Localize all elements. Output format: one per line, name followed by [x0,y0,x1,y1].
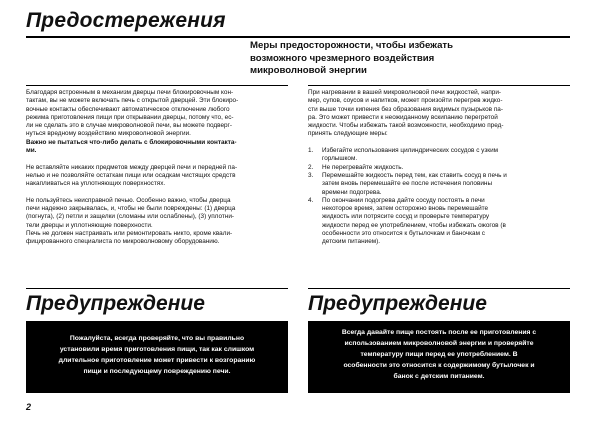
text-line: горлышком. [322,155,358,163]
text-line: тактам, вы не можете включать печь с открытой дверцей. Эти блокиро- [26,97,239,105]
warning-line: особенности это относится к содержимому бутылочек и [343,362,535,369]
text-line: вочные контакты обеспечивают автоматическое отключение любого [26,105,230,113]
list-item [308,197,573,247]
warning-line: температуру пищи перед ее употреблением. В [360,351,518,358]
list-number: 2. [308,163,314,171]
warning-title-right: Предупреждение [308,292,487,315]
text-line: сти выше точки кипения без образования видимых пузырьков па- [308,105,503,113]
text-line: печи надежно закрывалась, и, чтобы не были повреждены: (1) дверца [26,205,236,213]
text-line: нелью и не позволяйте остаткам пищи или осадкам чистящих средств [26,171,236,179]
warning-line: пищи и последующему повреждению печи. [83,368,231,375]
left-column-rule [26,85,288,86]
text-line: Не перегревайте жидкость. [322,163,404,171]
warning-line: установили время приготовления пищи, так как слишком [59,346,255,353]
list-item [308,172,573,197]
text-line: Благодаря встроенным в механизм дверцы печи блокировочным кон- [26,89,234,96]
list-item [308,164,573,172]
text-line: нуться вредному воздействию микроволновой энергии. [26,130,191,138]
header-rule [26,36,570,38]
text-line: Избегайте использования цилиндрических сосудов с узким [322,147,499,155]
text-line-bold: ми. [26,147,37,155]
warning-title-left: Предупреждение [26,292,205,315]
text-line: жидкость или потрясите сосуд и проверьте температуру [322,213,490,221]
right-column-text [308,89,573,247]
text-line: жидкости. Чтобы избежать такой возможности, необходимо пред- [308,122,504,130]
text-line: При нагревании в вашей микроволновой печи жидкостей, напри- [308,89,502,96]
warning-line: длительное приготовление может привести к возгоранию [58,357,256,364]
text-line: накапливаться на уплотняющих поверхностях. [26,180,166,188]
subtitle-line: Меры предосторожности, чтобы избежать [250,40,454,51]
text-line: тели дверцы и уплотняющие поверхности. [26,221,153,229]
warning-box-left [26,321,288,393]
text-line: режима приготовления пищи при открывании дверцы, потому что, ес- [26,113,234,121]
text-line: По окончании подогрева дайте сосуду постоять в печи [322,196,485,204]
text-line: некоторое время, затем осторожно вновь перемешайте [322,205,489,213]
page-number: 2 [26,402,32,412]
text-line: ра. Это может привести к неожиданному вскипанию перегретой [308,113,498,121]
text-line: (погнута), (2) петли и защелки (сломаны или ослаблены), (3) уплотни- [26,213,235,221]
text-line: фицированного специалиста по микроволновому оборудованию. [26,238,220,246]
list-number: 4. [308,196,314,204]
subtitle-line: возможного чрезмерного воздействия [250,52,435,64]
paragraph [26,89,291,155]
text-line-bold: Важно не пытаться что-либо делать с блокировочными контакта- [26,138,237,146]
text-line: Перемешайте жидкость перед тем, как ставить сосуд в печь и [322,171,507,179]
text-line: принять следующие меры: [308,130,388,138]
warning-line: банок с детским питанием. [393,373,485,380]
paragraph [26,197,291,247]
precaution-list [308,147,573,247]
right-warning-rule [308,288,570,289]
list-number: 3. [308,171,314,179]
text-line: жидкости перед ее употреблением, чтобы избежать ожогов (в [322,221,506,229]
text-line: Печь не должен настраивать или ремонтировать никто, кроме квали- [26,230,233,238]
text-line: времени подогрева. [322,188,382,196]
right-column-rule [308,85,570,86]
section-subtitle [250,40,500,78]
warning-line: использованием микроволновой энергии и проверяйте [344,340,534,347]
page-title: Предостережения [26,9,226,32]
subtitle-line: микроволновой энергии [250,65,367,77]
warning-line: Всегда давайте пище постоять после ее приготовления с [341,329,537,336]
text-line: мер, супов, соусов и напитков, может произойти перегрев жидко- [308,97,503,105]
warning-line: Пожалуйста, всегда проверяйте, что вы правильно [69,335,245,342]
list-number: 1. [308,147,314,155]
warning-box-right [308,321,570,393]
text-line: затем вновь перемешайте ее после истечения половины [322,180,493,188]
paragraph [26,164,291,189]
text-line: особенности это относится к бутылочкам и баночкам с [322,230,485,238]
text-line: Не вставляйте никаких предметов между дверцей печи и передней па- [26,163,238,171]
text-line: детским питанием). [322,238,381,246]
left-column-text [26,89,291,247]
list-item [308,147,573,164]
paragraph [308,89,573,139]
text-line: Не пользуйтесь неисправной печью. Особенно важно, чтобы дверца [26,196,231,204]
left-warning-rule [26,288,288,289]
text-line: ли не сделать это в случае микроволновой печи, вы можете подверг- [26,122,233,130]
